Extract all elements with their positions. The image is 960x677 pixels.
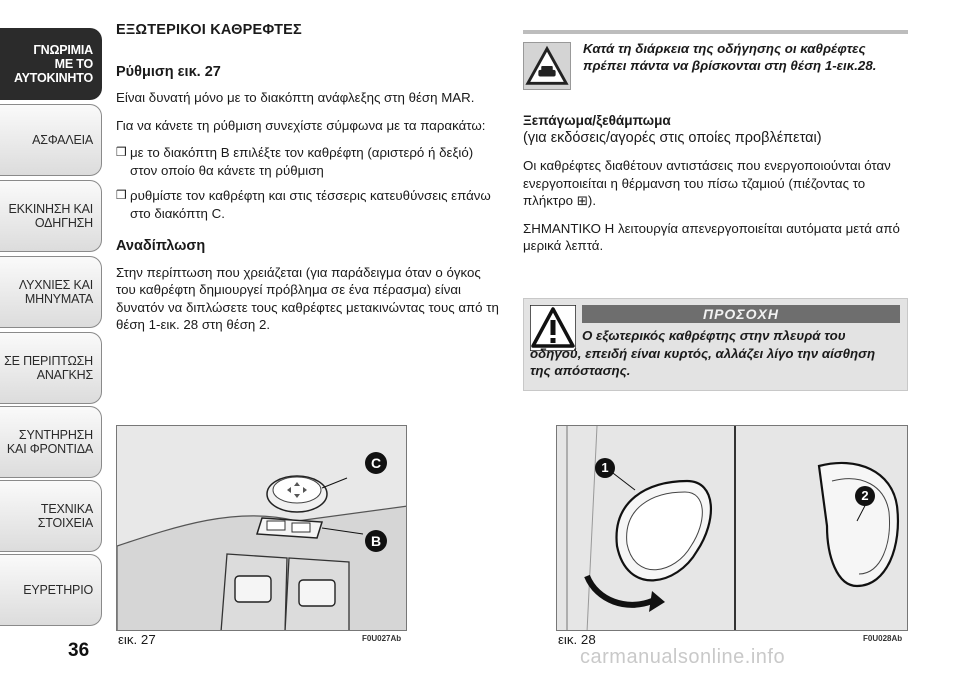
car-warning-icon	[523, 42, 571, 90]
left-column	[116, 22, 501, 344]
paragraph: Οι καθρέφτες διαθέτουν αντιστάσεις που ενεργοποιούνται όταν ενεργοποιείται η θέρμανση του πίσω τζαμιού (πιέζοντας το πλήκτρο ⊞).	[523, 158, 891, 208]
paragraph: Στην περίπτωση που χρειάζεται (για παράδειγμα όταν ο όγκος του καθρέφτη δημιουργεί πρόβλημα σε ένα πέρασμα) είναι δυνατόν να διπλώσετε τους καθρέφτες μετακινώντας τους από τη θέση 1-εικ. 28 στη θέση 2.	[116, 264, 499, 332]
tab-starting-driving[interactable]: ΕΚΚΙΝΗΣΗ ΚΑΙ ΟΔΗΓΗΣΗ	[0, 180, 102, 252]
callout-2: 2	[855, 486, 875, 506]
figure-28-mirror-folding	[556, 425, 908, 631]
caution-box	[523, 298, 908, 391]
tab-safety[interactable]: ΑΣΦΑΛΕΙΑ	[0, 104, 102, 176]
section-title: ΕΞΩΤΕΡΙΚΟΙ ΚΑΘΡΕΦΤΕΣ	[116, 22, 302, 38]
checkbox-bullet-icon: ❒	[116, 188, 127, 202]
tab-emergency[interactable]: ΣΕ ΠΕΡΙΠΤΩΣΗ ΑΝΑΓΚΗΣ	[0, 332, 102, 404]
caution-title: ΠΡΟΣΟΧΗ	[582, 305, 900, 323]
mirror-fold-illustration	[557, 426, 908, 631]
paragraph: Για να κάνετε τη ρύθμιση συνεχίστε σύμφωνα με τα παρακάτω:	[116, 117, 486, 133]
watermark: carmanualsonline.info	[580, 646, 786, 668]
figure-27-door-switches	[116, 425, 407, 631]
driving-note-text: Κατά τη διάρκεια της οδήγησης οι καθρέφτες πρέπει πάντα να βρίσκονται στη θέση 1-εικ.28.	[583, 41, 877, 73]
tab-warning-lights[interactable]: ΛΥΧΝΙΕΣ ΚΑΙ ΜΗΝΥΜΑΤΑ	[0, 256, 102, 328]
folding-heading: Αναδίπλωση	[116, 238, 206, 254]
list-item	[116, 187, 501, 222]
list-item-text: ρυθμίστε τον καθρέφτη και στις τέσσερις κατευθύνσεις επάνω στο διακόπτη C.	[130, 188, 491, 221]
checkbox-bullet-icon: ❒	[116, 145, 127, 159]
callout-c: C	[365, 452, 387, 474]
tab-maintenance[interactable]: ΣΥΝΤΗΡΗΣΗ ΚΑΙ ΦΡΟΝΤΙΔΑ	[0, 406, 102, 478]
tab-index[interactable]: ΕΥΡΕΤΗΡΙΟ	[0, 554, 102, 626]
tab-getting-to-know[interactable]: ΓΝΩΡΙΜΙΑ ΜΕ ΤΟ ΑΥΤΟΚΙΝΗΤΟ	[0, 28, 102, 100]
defrost-heading: Ξεπάγωμα/ξεθάμπωμα	[523, 113, 671, 128]
right-column	[523, 30, 908, 378]
figure-27-code: F0U027Ab	[362, 634, 402, 643]
tab-technical-data[interactable]: ΤΕΧΝΙΚΑ ΣΤΟΙΧΕΙΑ	[0, 480, 102, 552]
callout-1: 1	[595, 458, 615, 478]
figure-28-code: F0U028Ab	[863, 634, 903, 643]
paragraph: Είναι δυνατή μόνο με το διακόπτη ανάφλεξης στη θέση MAR.	[116, 90, 475, 105]
door-panel-illustration	[117, 426, 407, 631]
callout-b: B	[365, 530, 387, 552]
driving-note	[523, 30, 908, 90]
adjustment-heading: Ρύθμιση εικ. 27	[116, 63, 221, 80]
list-item-text: με το διακόπτη B επιλέξτε τον καθρέφτη (αριστερό ή δεξιό) στον οποίο θα κάνετε τη ρύθμιση	[130, 145, 474, 178]
page-number: 36	[68, 640, 90, 661]
figure-28-caption: εικ. 28	[558, 632, 596, 647]
figure-27-caption: εικ. 27	[118, 632, 156, 647]
defrost-subheading: (για εκδόσεις/αγορές στις οποίες προβλέπεται)	[523, 129, 822, 146]
list-item	[116, 144, 501, 179]
paragraph: ΣΗΜΑΝΤΙΚΟ Η λειτουργία απενεργοποιείται αυτόματα μετά από μερικά λεπτά.	[523, 220, 900, 253]
caution-text: Ο εξωτερικός καθρέφτης στην πλευρά του οδηγού, επειδή είναι κυρτός, αλλάζει λίγο την αίσθηση της απόστασης.	[530, 328, 876, 378]
